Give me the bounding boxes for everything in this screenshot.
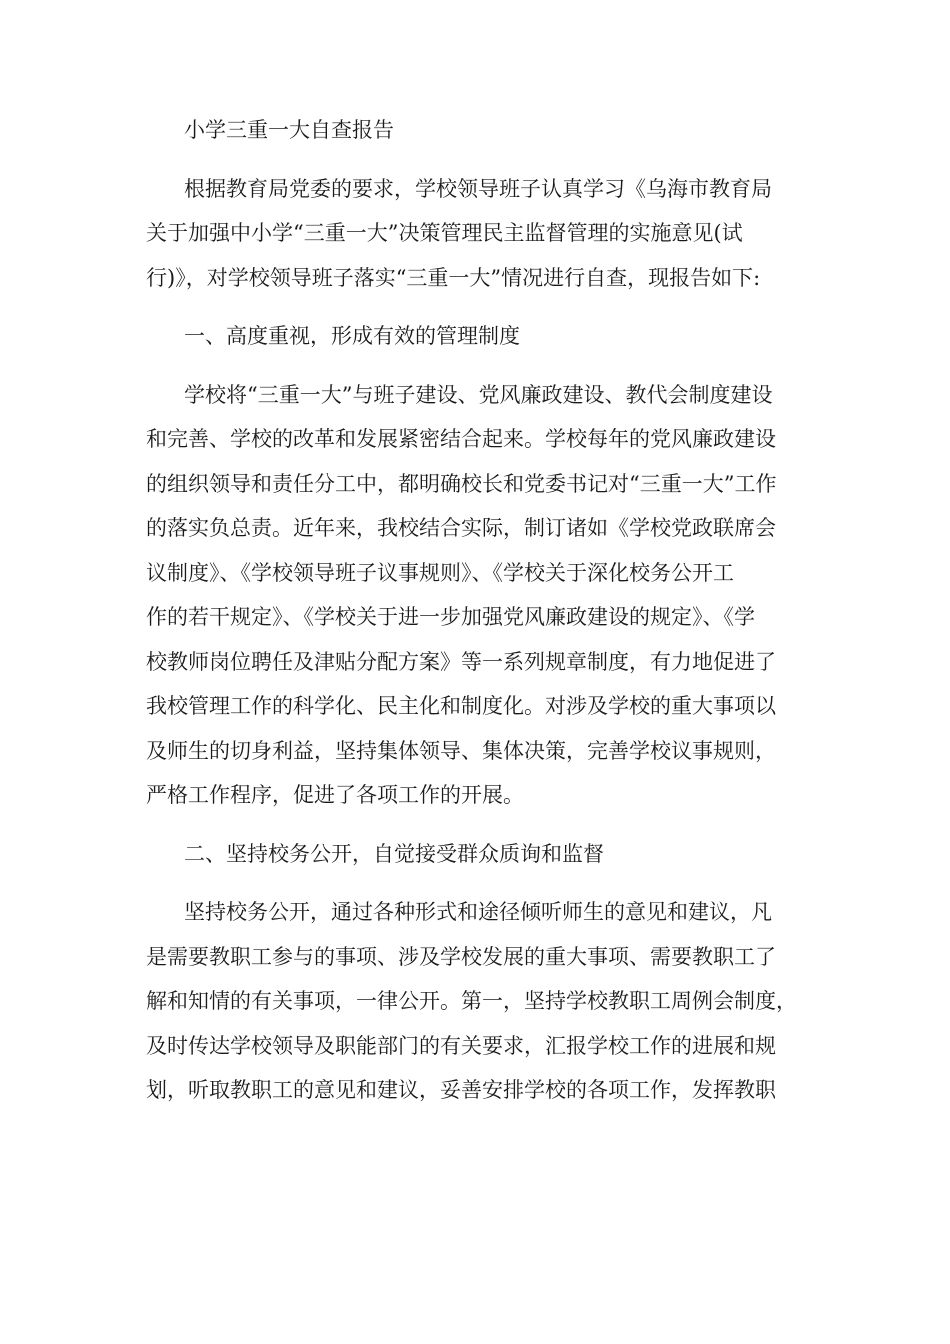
section-heading-2: [146, 832, 816, 877]
paragraph-line: 的组织领导和责任分工中，都明确校长和党委书记对“三重一大”工作: [146, 471, 777, 496]
paragraph-intro: [146, 167, 816, 301]
paragraph-line: 和完善、学校的改革和发展紧密结合起来。学校每年的党风廉政建设: [146, 427, 776, 451]
document-body: [146, 108, 816, 1113]
paragraph-line: 关于加强中小学“三重一大”决策管理民主监督管理的实施意见(试: [146, 221, 743, 245]
paragraph-line: 行)》，对学校领导班子落实“三重一大”情况进行自查，现报告如下:: [146, 265, 761, 290]
paragraph-line: 作的若干规定》、《学校关于进一步加强党风廉政建设的规定》、《学: [146, 605, 755, 629]
section-heading-1: [146, 314, 816, 359]
paragraph-line: 校教师岗位聘任及津贴分配方案》等一系列规章制度，有力地促进了: [146, 649, 776, 674]
paragraph-line: 的落实负总责。近年来，我校结合实际，制订诸如《学校党政联席会: [146, 516, 776, 540]
paragraph-line: 及时传达学校领导及职能部门的有关要求，汇报学校工作的进展和规: [146, 1033, 776, 1058]
document-title: 小学三重一大自查报告: [184, 118, 394, 142]
paragraph-line: 学校将“三重一大”与班子建设、党风廉政建设、教代会制度建设: [184, 382, 773, 407]
paragraph-line: 议制度》、《学校领导班子议事规则》、《学校关于深化校务公开工: [146, 560, 734, 585]
paragraph-line: 及师生的切身利益，坚持集体领导、集体决策，完善学校议事规则，: [146, 738, 776, 763]
paragraph-line: 严格工作程序，促进了各项工作的开展。: [146, 783, 524, 807]
paragraph-line: 我校管理工作的科学化、民主化和制度化。对涉及学校的重大事项以: [146, 694, 776, 718]
paragraph-section-1: [146, 373, 816, 818]
section-heading: 一、高度重视，形成有效的管理制度: [184, 324, 520, 348]
paragraph-line: 划，听取教职工的意见和建议，妥善安排学校的各项工作，发挥教职: [146, 1078, 776, 1102]
paragraph-line: 坚持校务公开，通过各种形式和途径倾听师生的意见和建议，凡: [184, 900, 772, 924]
paragraph-line: 根据教育局党委的要求，学校领导班子认真学习《乌海市教育局: [184, 176, 772, 201]
paragraph-line: 是需要教职工参与的事项、涉及学校发展的重大事项、需要教职工了: [146, 944, 776, 969]
section-heading: 二、坚持校务公开，自觉接受群众质询和监督: [184, 841, 604, 866]
paragraph-section-2: [146, 890, 816, 1113]
paragraph-line: 解和知情的有关事项，一律公开。第一，坚持学校教职工周例会制度，: [146, 989, 797, 1013]
